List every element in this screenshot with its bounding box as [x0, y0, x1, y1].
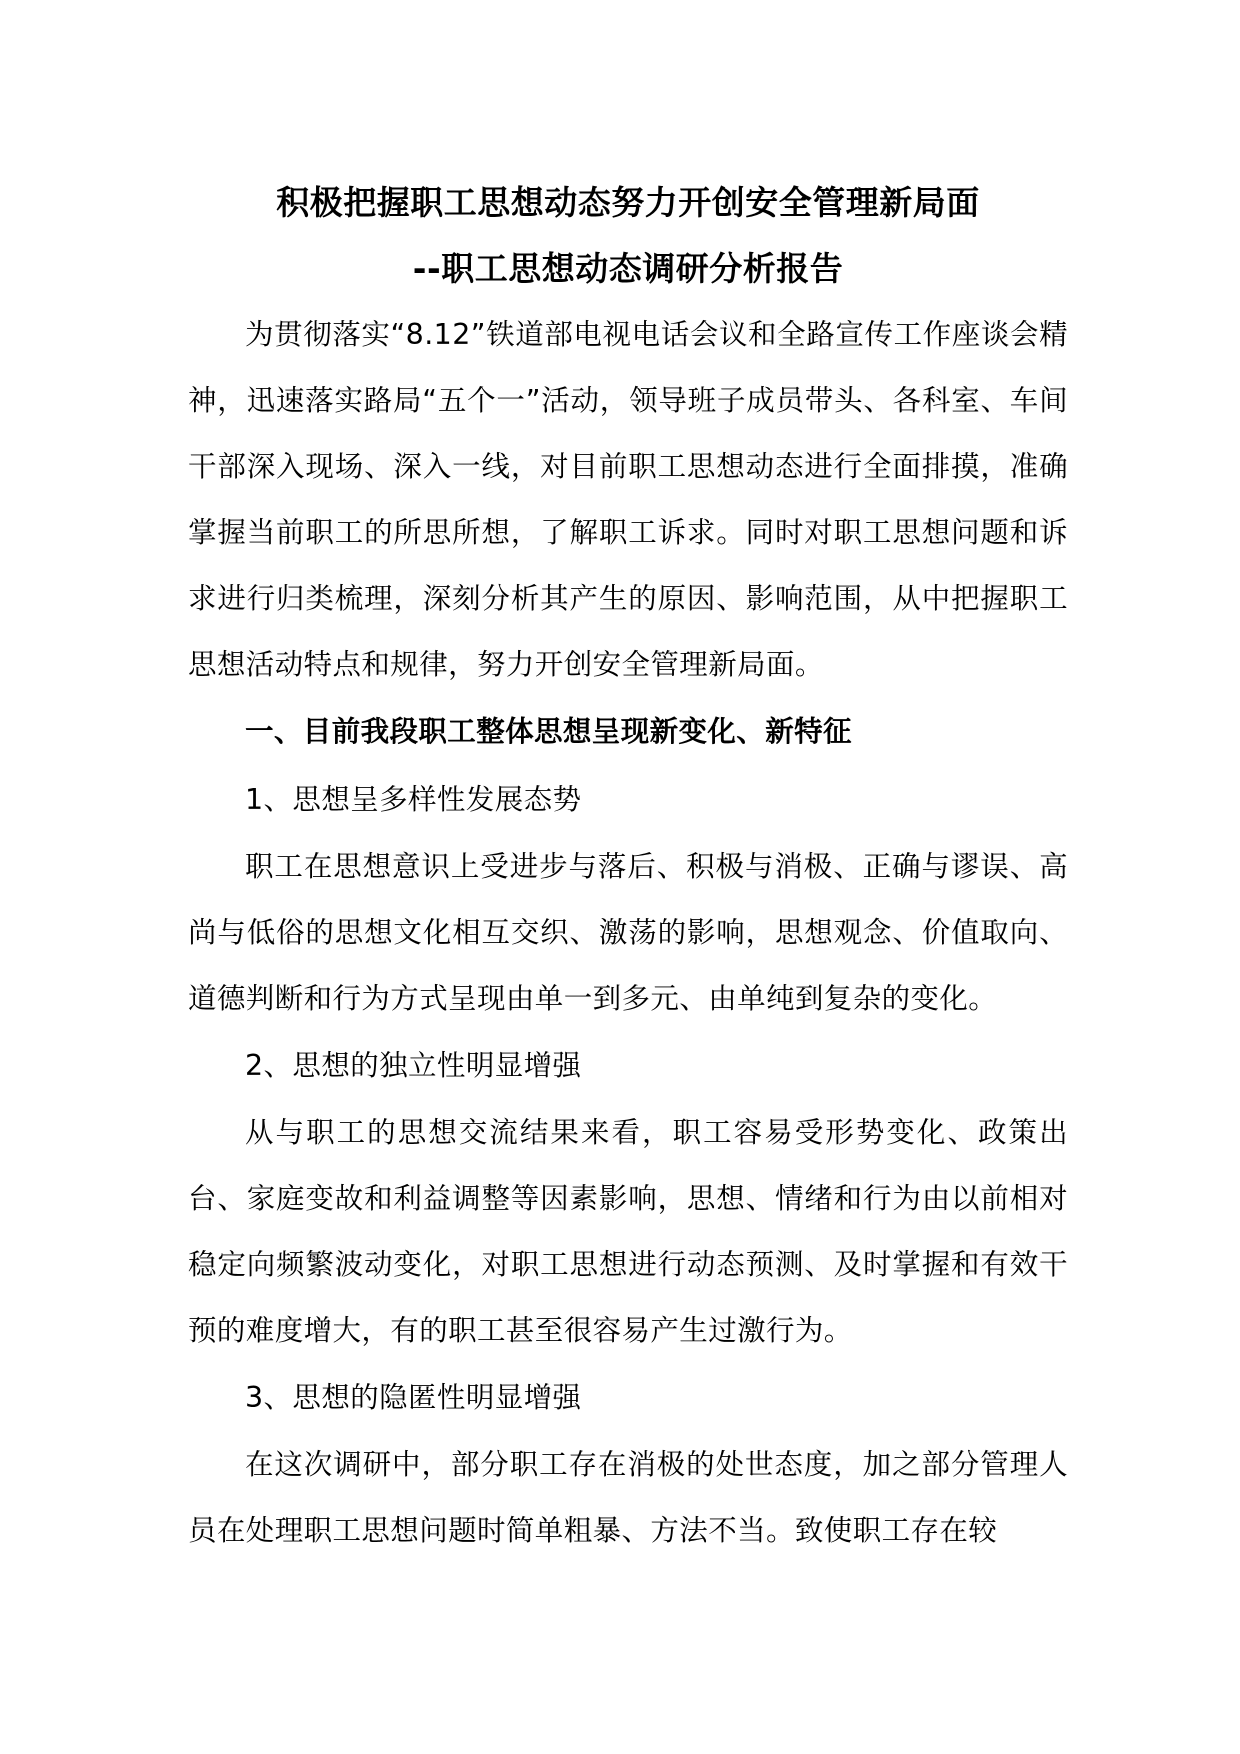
document-body — [188, 170, 1068, 1564]
item-paragraph-3: 在这次调研中，部分职工存在消极的处世态度，加之部分管理人员在处理职工思想问题时简单粗暴、方法不当。致使职工存在较 — [188, 1448, 1068, 1547]
document-subtitle: --职工思想动态调研分析报告 — [412, 249, 844, 288]
item-heading-1: 1、思想呈多样性发展态势 — [245, 783, 582, 816]
document-title: 积极把握职工思想动态努力开创安全管理新局面 — [276, 183, 980, 222]
intro-paragraph: 为贯彻落实“8.12”铁道部电视电话会议和全路宣传工作座谈会精神，迅速落实路局“五个一”活动，领导班子成员带头、各科室、车间干部深入现场、深入一线，对目前职工思想动态进行全面排摸，准确掌握当前职工的所思所想，了解职工诉求。同时对职工思想问题和诉求进行归类梳理，深刻分析其产生的原因、影响范围，从中把握职工思想活动特点和规律，努力开创安全管理新局面。 — [188, 318, 1068, 681]
item-heading-3: 3、思想的隐匿性明显增强 — [245, 1381, 582, 1414]
section-heading: 一、目前我段职工整体思想呈现新变化、新特征 — [245, 715, 852, 748]
item-paragraph-1: 职工在思想意识上受进步与落后、积极与消极、正确与谬误、高尚与低俗的思想文化相互交织、激荡的影响，思想观念、价值取向、道德判断和行为方式呈现由单一到多元、由单纯到复杂的变化。 — [188, 850, 1068, 1015]
item-paragraph-2: 从与职工的思想交流结果来看，职工容易受形势变化、政策出台、家庭变故和利益调整等因素影响，思想、情绪和行为由以前相对稳定向频繁波动变化，对职工思想进行动态预测、及时掌握和有效干预的难度增大，有的职工甚至很容易产生过激行为。 — [188, 1116, 1068, 1347]
item-heading-2: 2、思想的独立性明显增强 — [245, 1049, 582, 1082]
